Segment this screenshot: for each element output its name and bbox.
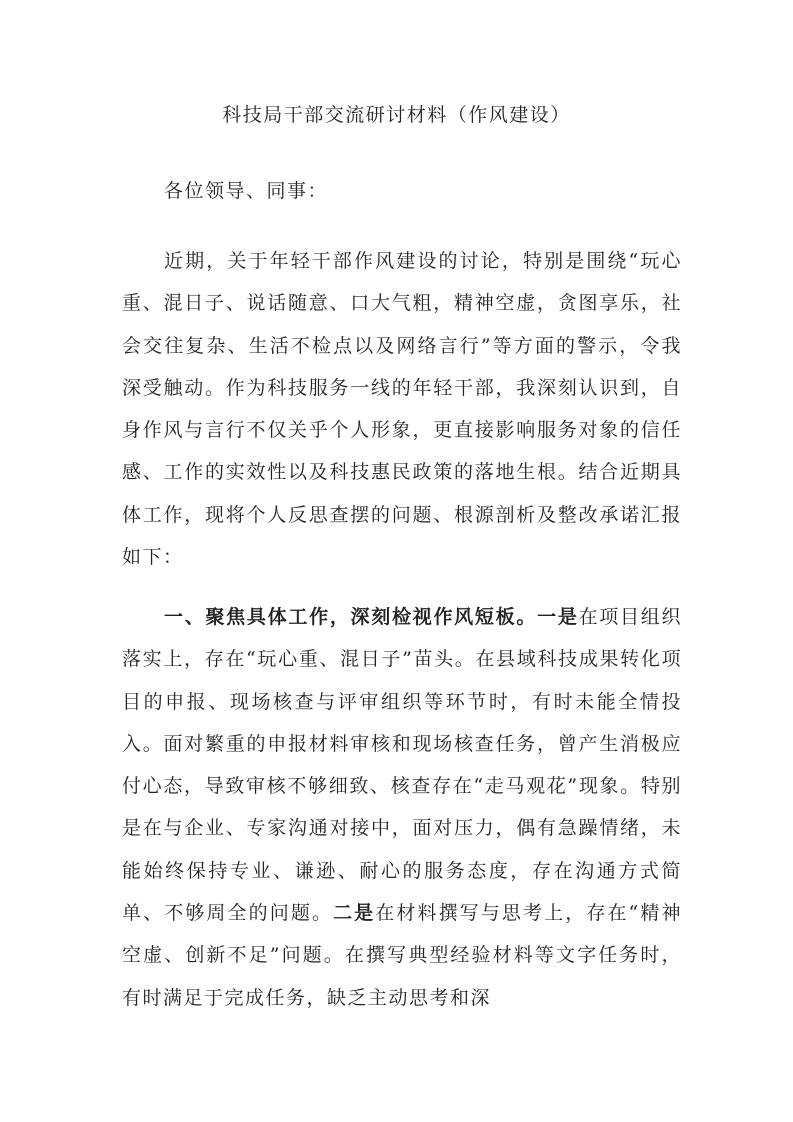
point-2-label: 二是 [333, 902, 376, 925]
salutation: 各位领导、同事： [164, 180, 329, 202]
point-1-label: 一是 [537, 606, 579, 628]
document-title: 科技局干部交流研讨材料（作风建设） [222, 104, 571, 126]
point-1-text: 在项目组织落实上，存在“玩心重、混日子”苗头。在县域科技成果转化项目的申报、现场核查与评审组织等环节时，有时未能全情投入。面对繁重的申报材料审核和现场核查任务，曾产生消极应付心态，导致审核不够细致、核查存在“走马观花”现象。特别是在与企业、专家沟通对接中，面对压力，偶有急躁情绪，未能始终保持专业、谦逊、耐心的服务态度，存在沟通方式简单、不够周全的问题。 [122, 606, 682, 925]
section-1-heading: 一、聚焦具体工作，深刻检视作风短板。 [164, 606, 538, 628]
point-2-text: 在材料撰写与思考上，存在“精神空虚、创新不足”问题。在撰写典型经验材料等文字任务时，有时满足于完成任务，缺乏主动思考和深 [122, 902, 682, 1009]
section-1-paragraph [122, 596, 682, 1019]
intro-paragraph: 近期，关于年轻干部作风建设的讨论，特别是围绕“玩心重、混日子、说话随意、口大气粗，精神空虚，贪图享乐，社会交往复杂、生活不检点以及网络言行”等方面的警示，令我深受触动。作为科技服务一线的年轻干部，我深刻认识到，自身作风与言行不仅关乎个人形象，更直接影响服务对象的信任感、工作的实效性以及科技惠民政策的落地生根。结合近期具体工作，现将个人反思查摆的问题、根源剖析及整改承诺汇报如下： [122, 250, 682, 569]
